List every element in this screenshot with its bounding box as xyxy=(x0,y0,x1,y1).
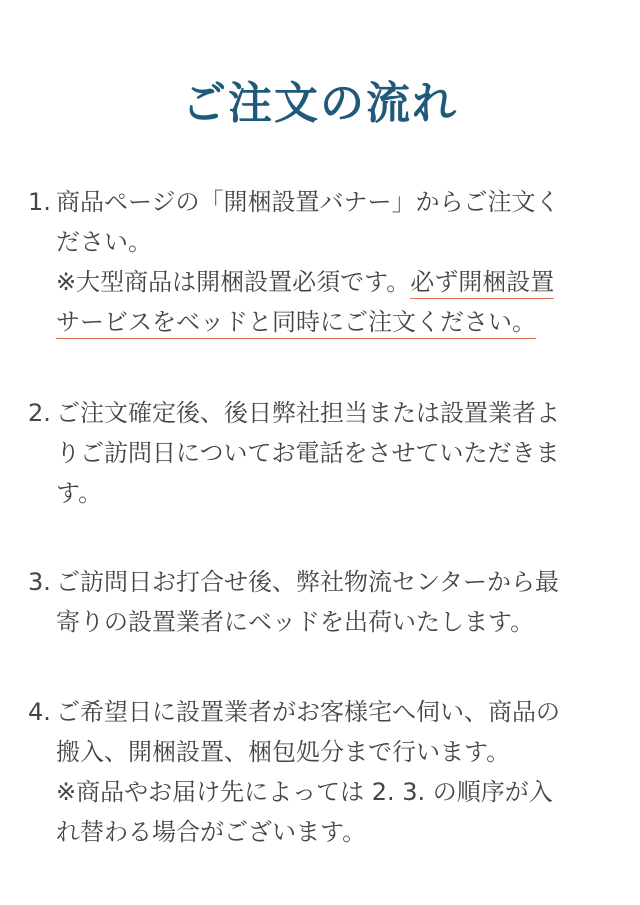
step-line: りご訪問日についてお電話をさせていただきま xyxy=(56,439,560,467)
step-1 xyxy=(28,182,598,342)
step-text xyxy=(56,182,598,342)
step-3 xyxy=(28,562,598,642)
step-line: 商品ページの「開梱設置バナー」からご注文く xyxy=(56,188,560,216)
note-line xyxy=(56,262,598,302)
note-line xyxy=(56,302,598,342)
emphasis-text: サービスをベッドと同時にご注文ください。 xyxy=(56,308,536,339)
step-line: す。 xyxy=(56,479,103,507)
step-line: 搬入、開梱設置、梱包処分まで行います。 xyxy=(56,738,511,766)
step-line: ご訪問日お打合せ後、弊社物流センターから最 xyxy=(56,568,560,596)
page-title: ご注文の流れ xyxy=(182,78,458,129)
step-line: 寄りの設置業者にベッドを出荷いたします。 xyxy=(56,608,535,636)
step-4 xyxy=(28,692,598,852)
step-line: ださい。 xyxy=(56,228,152,256)
step-number: 1. xyxy=(28,188,51,216)
step-number: 2. xyxy=(28,399,51,427)
note-text: ※大型商品は開梱設置必須です。 xyxy=(56,268,411,296)
step-text xyxy=(56,393,598,513)
step-number: 4. xyxy=(28,698,51,726)
step-number: 3. xyxy=(28,568,51,596)
note-line: ※商品やお届け先によっては 2. 3. の順序が入 xyxy=(56,778,553,806)
step-text xyxy=(56,562,598,642)
step-2 xyxy=(28,393,598,513)
step-line: ご希望日に設置業者がお客様宅へ伺い、商品の xyxy=(56,698,560,726)
step-line: ご注文確定後、後日弊社担当または設置業者よ xyxy=(56,399,560,427)
emphasis-text: 必ず開梱設置 xyxy=(410,268,554,299)
note-line: れ替わる場合がございます。 xyxy=(56,818,367,846)
step-text xyxy=(56,692,598,852)
